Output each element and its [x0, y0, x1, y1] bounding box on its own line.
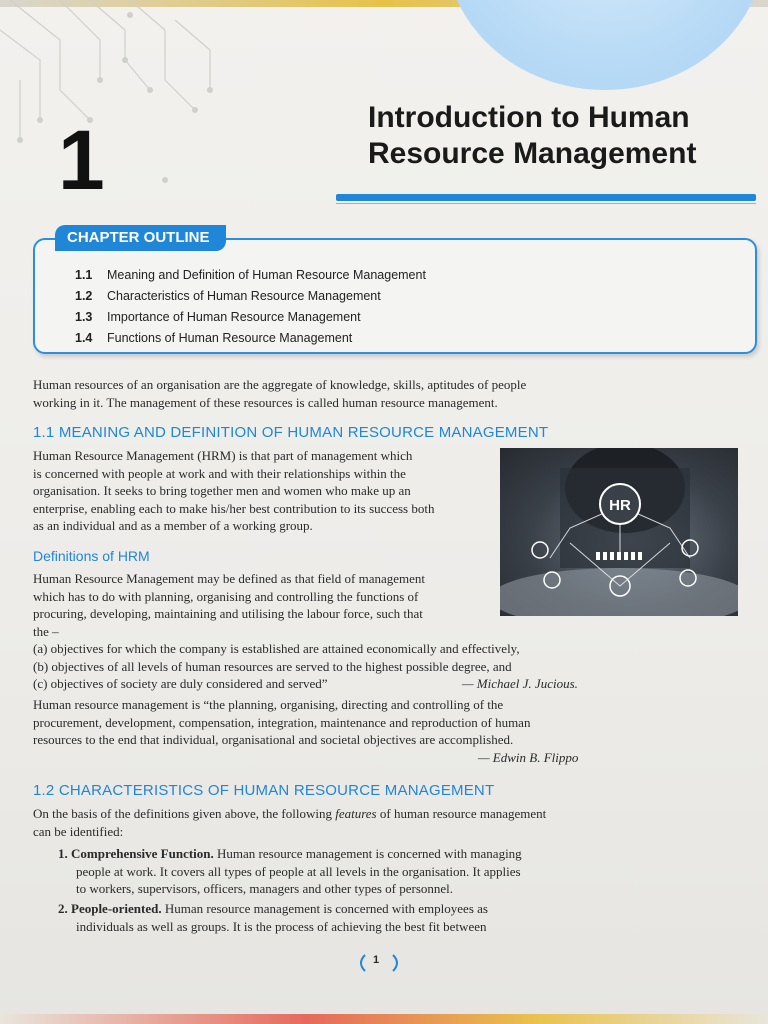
section-heading-1-1: 1.1 MEANING AND DEFINITION OF HUMAN RESOURCE MANAGEMENT [33, 424, 549, 441]
characteristics-intro: On the basis of the definitions given above, the following features of human resource management can be identified: [33, 806, 547, 839]
hr-label: HR [609, 497, 631, 514]
characteristic-item-2: 2. People-oriented. Human resource management is concerned with employees as individuals as well as groups. It is the process of achieving the best fit between [58, 901, 488, 934]
characteristic-item-1: 1. Comprehensive Function. Human resource management is concerned with managing people at work. It covers all types of people at all levels in the organisation. It applies to workers, supervisors, officers, managers and other types of personnel. [58, 846, 522, 896]
chapter-outline-heading: CHAPTER OUTLINE [55, 225, 226, 251]
flippo-definition: Human resource management is “the planning, organising, directing and controlling of the procurement, development, compensation, integration, maintenance and reproduction of human resources to the end that individual, organisational and societal objectives are accomplished. [33, 697, 531, 747]
header-blue-arc [445, 0, 765, 90]
section-heading-1-2: 1.2 CHARACTERISTICS OF HUMAN RESOURCE MANAGEMENT [33, 782, 495, 799]
chapter-title-line-2: Resource Management [368, 137, 697, 170]
author-flippo: — Edwin B. Flippo [478, 750, 579, 765]
hr-network-image [500, 448, 738, 616]
definitions-heading: Definitions of HRM [33, 548, 150, 564]
chapter-title [368, 100, 748, 172]
hr-network-illustration [500, 448, 738, 616]
title-underline-thin [336, 203, 756, 204]
hrm-definition-paragraph: Human Resource Management (HRM) is that part of management which is concerned with people at work and with their relationships within the organisation. It seeks to bring together men and women who make up an enterprise, enabling each to make his/her best contribution to its success both as an individual and as a member of a working group. [33, 448, 435, 533]
intro-paragraph: Human resources of an organisation are the aggregate of knowledge, skills, aptitudes of people working in it. The management of these resources is called human resource management. [33, 377, 527, 410]
bottom-color-strip [0, 1014, 768, 1024]
author-jucious: — Michael J. Jucious. [462, 676, 578, 691]
outline-item: 1.3 Importance of Human Resource Management [75, 310, 361, 324]
chapter-title-line-1: Introduction to Human [368, 101, 690, 134]
outline-item: 1.1 Meaning and Definition of Human Resource Management [75, 268, 426, 282]
page-number: 1 [373, 954, 380, 966]
outline-item: 1.2 Characteristics of Human Resource Management [75, 289, 381, 303]
page-number-badge [355, 952, 403, 974]
list-item: (a) objectives for which the company is established are attained economically and effectively, [33, 641, 520, 656]
title-underline-bar [336, 194, 756, 201]
chapter-number: 1 [58, 113, 105, 207]
definitions-paragraph: Human Resource Management may be defined as that field of management which has to do with planning, organising and controlling the functions of procuring, developing, maintaining and utilising the labour force, such that the – [33, 571, 426, 639]
list-item: (c) objectives of society are duly considered and served” [33, 676, 328, 691]
outline-item: 1.4 Functions of Human Resource Management [75, 331, 353, 345]
list-item: (b) objectives of all levels of human resources are served to the highest possible degree, and [33, 658, 512, 674]
chapter-outline-list [75, 265, 426, 349]
